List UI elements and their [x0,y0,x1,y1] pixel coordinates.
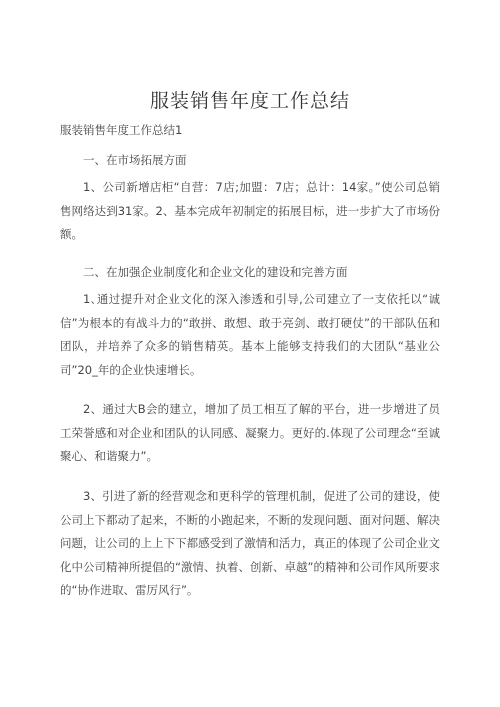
paragraph-culture-2: 2、通过大B会的建立，增加了员工相互了解的平台，进一步增进了员工荣誉感和对企业和团队的认同感、凝聚力。更好的.体现了公司理念“至诚聚心、和谐聚力”。 [60,402,440,463]
document-subtitle: 服装销售年度工作总结1 [60,123,183,137]
paragraph-culture-3: 3、引进了新的经营观念和更科学的管理机制，促进了公司的建设，使公司上下都动了起来，不断的小跑起来，不断的发现问题、面对问题、解决问题，让公司的上上下下都感受到了激情和活力，真正的体现了公司企业文化中公司精神所提倡的“激情、执着、创新、卓越”的精神和公司作风所要求的“协作进取、雷厉风行”。 [60,489,440,597]
paragraph-market-expansion: 1、公司新增店柜“自营：7店;加盟：7店；总计：14家。”使公司总销售网络达到31家。2、基本完成年初制定的拓展目标，进一步扩大了市场份额。 [60,180,440,241]
paragraph-culture-1: 1､通过提升对企业文化的深入渗透和引导,公司建立了一支依托以“诚信”为根本的有战斗力的“敢拼、敢想、敢于亮剑、敢打硬仗”的干部队伍和团队，并培养了众多的销售精英。基本上能够支持我们的大团队“基业公司”20_年的企业快速增长。 [60,292,440,377]
document-title: 服装销售年度工作总结 [149,90,350,112]
section-heading-market: 一、在市场拓展方面 [83,153,187,167]
section-heading-culture: 二、在加强企业制度化和企业文化的建设和完善方面 [83,265,348,279]
